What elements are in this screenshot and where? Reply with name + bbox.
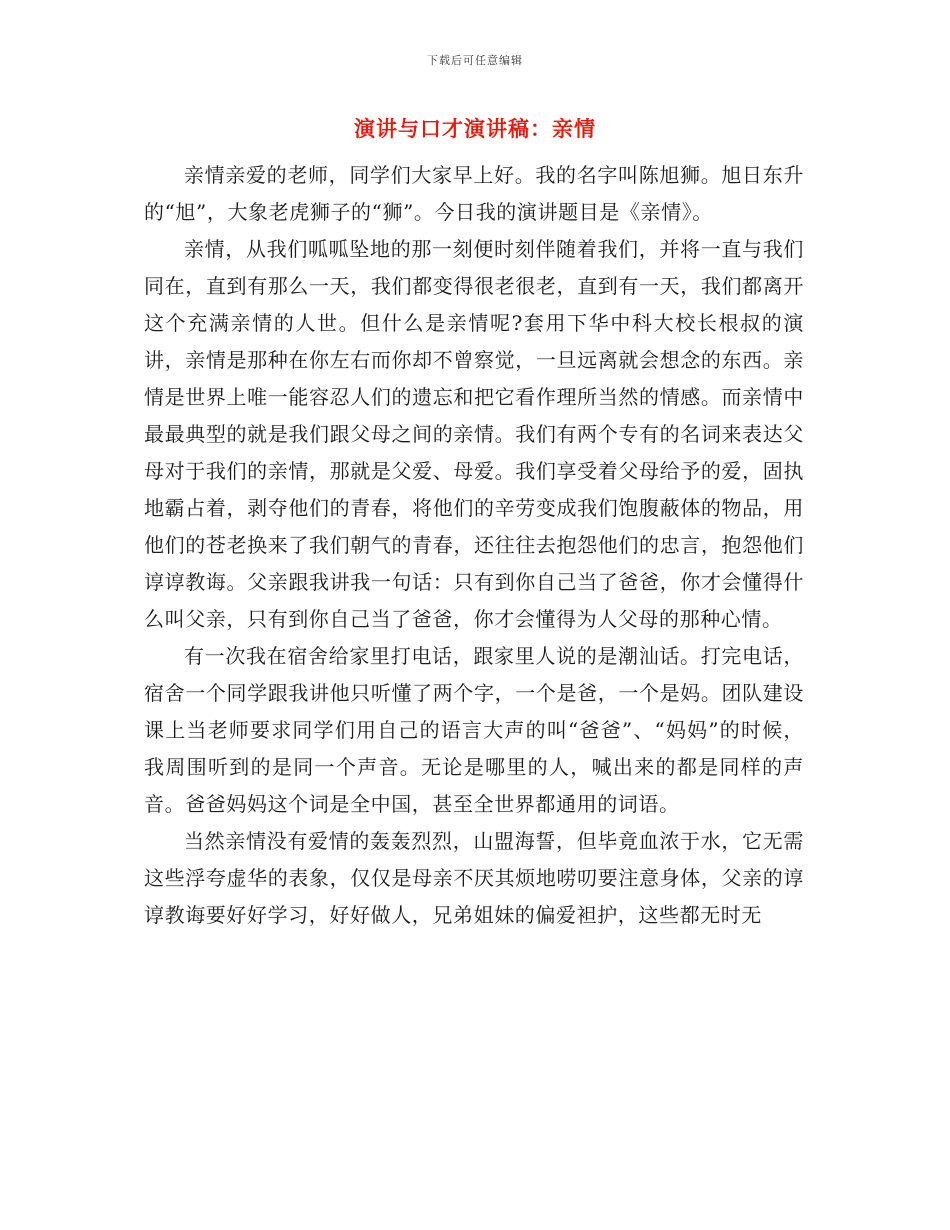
header-note: 下载后可任意编辑: [427, 54, 523, 67]
paragraph-4: 当然亲情没有爱情的轰轰烈烈，山盟海誓，但毕竟血浓于水，它无需这些浮夸虚华的表象，仅仅是母亲不厌其烦地唠叨要注意身体，父亲的谆谆教诲要好好学习，好好做人，兄弟姐妹的偏爱袒护，这些都无时无: [144, 829, 804, 927]
paragraph-1: 亲情亲爱的老师，同学们大家早上好。我的名字叫陈旭狮。旭日东升的“旭”，大象老虎狮子的“狮”。今日我的演讲题目是《亲情》。: [144, 163, 804, 224]
paragraph-2: 亲情，从我们呱呱坠地的那一刻便时刻伴随着我们，并将一直与我们同在，直到有那么一天，我们都变得很老很老，直到有一天，我们都离开这个充满亲情的人世。但什么是亲情呢?套用下华中科大校长根叔的演讲，亲情是那种在你左右而你却不曾察觉，一旦远离就会想念的东西。亲情是世界上唯一能容忍人们的遗忘和把它看作理所当然的情感。而亲情中最最典型的就是我们跟父母之间的亲情。我们有两个专有的名词来表达父母对于我们的亲情，那就是父爱、母爱。我们享受着父母给予的爱，固执地霸占着，剥夺他们的青春，将他们的辛劳变成我们饱腹蔽体的物品，用他们的苍老换来了我们朝气的青春，还往往去抱怨他们的忠言，抱怨他们谆谆教诲。父亲跟我讲我一句话：只有到你自己当了爸爸，你才会懂得什么叫父亲，只有到你自己当了爸爸，你才会懂得为人父母的那种心情。: [144, 237, 804, 631]
paragraph-3: 有一次我在宿舍给家里打电话，跟家里人说的是潮汕话。打完电话，宿舍一个同学跟我讲他只听懂了两个字，一个是爸，一个是妈。团队建设课上当老师要求同学们用自己的语言大声的叫“爸爸”、“妈妈”的时候，我周围听到的是同一个声音。无论是哪里的人，喊出来的都是同样的声音。爸爸妈妈这个词是全中国，甚至全世界都通用的词语。: [144, 644, 804, 816]
document-body: [144, 157, 804, 934]
document-title: 演讲与口才演讲稿：亲情: [354, 116, 596, 141]
